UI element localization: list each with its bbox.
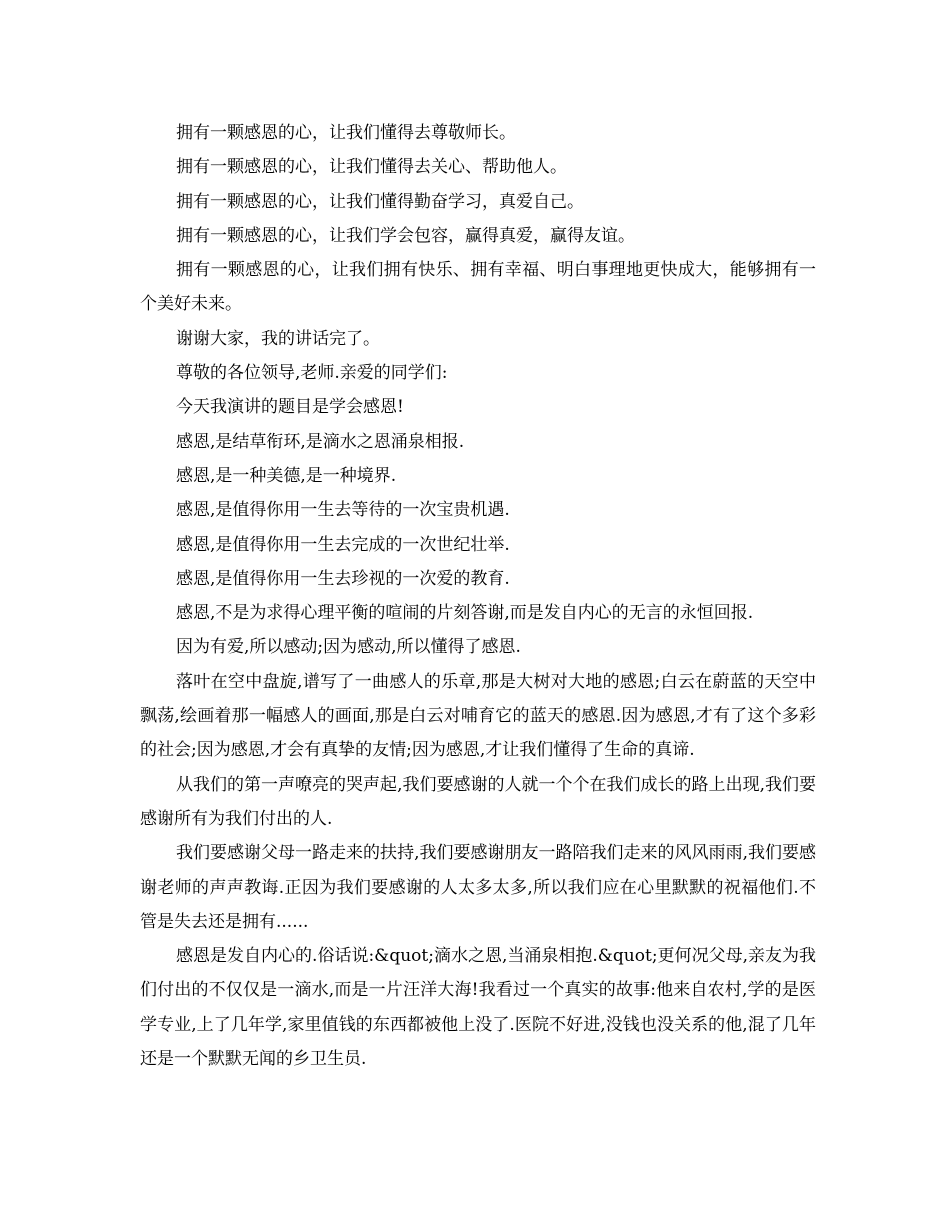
paragraph: 拥有一颗感恩的心，让我们拥有快乐、拥有幸福、明白事理地更快成大，能够拥有一个美好未来。 xyxy=(140,260,816,315)
paragraph: 谢谢大家，我的讲话完了。 xyxy=(176,328,380,349)
paragraph: 感恩,是结草衔环,是滴水之恩涌泉相报. xyxy=(176,431,465,452)
paragraph: 感恩,不是为求得心理平衡的喧闹的片刻答谢,而是发自内心的无言的永恒回报. xyxy=(176,603,754,624)
paragraph: 从我们的第一声嘹亮的哭声起,我们要感谢的人就一个个在我们成长的路上出现,我们要感谢所有为我们付出的人. xyxy=(140,774,816,829)
paragraph: 我们要感谢父母一路走来的扶持,我们要感谢朋友一路陪我们走来的风风雨雨,我们要感谢老师的声声教诲.正因为我们要感谢的人太多太多,所以我们应在心里默默的祝福他们.不管是失去还是拥有...... xyxy=(140,843,816,932)
paragraph: 拥有一颗感恩的心，让我们学会包容，赢得真爱，赢得友谊。 xyxy=(176,225,635,246)
paragraph: 感恩是发自内心的.俗话说:&quot;滴水之恩,当涌泉相抱.&quot;更何况父母,亲友为我们付出的不仅仅是一滴水,而是一片汪洋大海!我看过一个真实的故事:他来自农村,学的是医学专业,上了几年学,家里值钱的东西都被他上没了.医院不好进,没钱也没关系的他,混了几年还是一个默默无闻的乡卫生员. xyxy=(140,946,816,1070)
paragraph: 尊敬的各位领导,老师.亲爱的同学们: xyxy=(176,363,448,384)
paragraph: 拥有一颗感恩的心，让我们懂得去尊敬师长。 xyxy=(176,123,516,143)
paragraph: 感恩,是值得你用一生去完成的一次世纪壮举. xyxy=(176,534,510,555)
paragraph: 今天我演讲的题目是学会感恩! xyxy=(176,397,404,418)
paragraph: 感恩,是值得你用一生去等待的一次宝贵机遇. xyxy=(176,500,510,521)
paragraph: 拥有一颗感恩的心，让我们懂得去关心、帮助他人。 xyxy=(176,157,567,178)
paragraph: 感恩,是一种美德,是一种境界. xyxy=(176,465,397,486)
paragraph: 落叶在空中盘旋,谱写了一曲感人的乐章,那是大树对大地的感恩;白云在蔚蓝的天空中飘荡,绘画着那一幅感人的画面,那是白云对哺育它的蓝天的感恩.因为感恩,才有了这个多彩的社会;因为感恩,才会有真挚的友情;因为感恩,才让我们懂得了生命的真谛. xyxy=(140,671,816,761)
paragraph: 感恩,是值得你用一生去珍视的一次爱的教育. xyxy=(176,568,510,589)
document-body xyxy=(140,116,816,1076)
paragraph: 拥有一颗感恩的心，让我们懂得勤奋学习，真爱自己。 xyxy=(176,191,584,212)
paragraph: 因为有爱,所以感动;因为感动,所以懂得了感恩. xyxy=(176,637,521,658)
